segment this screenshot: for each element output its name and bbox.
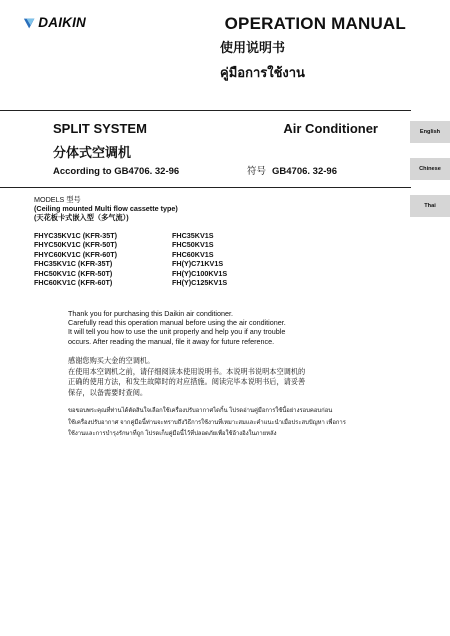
tab-english[interactable]: English — [410, 121, 450, 143]
intro-line: Thank you for purchasing this Daikin air conditioner. — [68, 309, 233, 318]
models-type-chinese: (天花板卡式嵌入型（多气流）) — [34, 213, 129, 222]
intro-line: ใช้งานและการบำรุงรักษาที่ถูก โปรดเก็บคู่มือนี้ไว้ที่ปลอดภัยเพื่อใช้อ้างอิงในภายหลัง — [68, 431, 277, 437]
intro-thai — [68, 406, 398, 441]
intro-line: ขอขอบพระคุณที่ท่านได้ตัดสินใจเลือกใช้เครื่องปรับอากาศไดกิ้น โปรดอ่านคู่มือการใช้นี้อย่างรอบคอบก่อน — [68, 408, 333, 414]
intro-line: 在使用本空调机之前，请仔细阅读本使用说明书。本说明书说明本空调机的 — [68, 366, 306, 376]
intro-line: Carefully read this operation manual before using the air conditioner. — [68, 318, 286, 328]
symbol-label: 符号 — [247, 166, 267, 177]
standard-note-chinese — [247, 166, 337, 178]
tab-chinese[interactable]: Chinese — [410, 158, 450, 180]
intro-line: 感谢您购买大金的空调机。 — [68, 356, 155, 365]
manual-title-chinese: 使用说明书 — [220, 40, 286, 55]
daikin-logo — [23, 16, 86, 30]
model-item: FHC35KV1C (KFR-35T) — [34, 259, 113, 269]
model-item: FHC35KV1S — [172, 231, 214, 240]
tab-thai[interactable]: Thai — [410, 195, 450, 217]
standard-code: GB4706. 32-96 — [272, 166, 337, 177]
intro-english — [68, 309, 398, 346]
model-item: FHYC60KV1C (KFR-60T) — [34, 249, 118, 259]
intro-line: occurs. After reading the manual, file it away for future reference. — [68, 336, 275, 346]
model-item: FHYC50KV1C (KFR-50T) — [34, 240, 118, 250]
model-item: FHC50KV1S — [172, 240, 214, 250]
manual-title-thai: คู่มือการใช้งาน — [220, 65, 305, 80]
system-title: SPLIT SYSTEM — [53, 121, 147, 136]
standard-note: According to GB4706. 32-96 — [53, 166, 180, 177]
model-item: FHC50KV1C (KFR-50T) — [34, 268, 113, 278]
brand-name: DAIKIN — [38, 15, 86, 30]
model-item: FHC60KV1S — [172, 249, 214, 259]
model-item: FHYC35KV1C (KFR-35T) — [34, 231, 118, 240]
intro-line: It will tell you how to use the unit properly and help you if any trouble — [68, 327, 286, 337]
daikin-logo-icon — [23, 17, 35, 30]
model-item: FH(Y)C125KV1S — [172, 278, 228, 288]
system-title-chinese: 分体式空调机 — [53, 145, 132, 160]
intro-line: 保存，以备需要时查阅。 — [68, 387, 148, 397]
model-list-right — [172, 231, 227, 287]
model-item: FH(Y)C100KV1S — [172, 268, 228, 278]
model-list-left — [34, 231, 117, 287]
model-item: FH(Y)C71KV1S — [172, 259, 224, 269]
product-title: Air Conditioner — [283, 121, 378, 136]
manual-title: OPERATION MANUAL — [224, 14, 406, 33]
intro-line: 正确的使用方法，和发生故障时的对应措施。阅读完毕本说明书后，请妥善 — [68, 377, 306, 387]
top-divider — [0, 110, 411, 111]
middle-divider — [0, 187, 411, 188]
model-item: FHC60KV1C (KFR-60T) — [34, 278, 113, 288]
models-label: MODELS 型号 — [34, 195, 81, 204]
models-type: (Ceiling mounted Multi flow cassette type) — [34, 204, 178, 213]
intro-chinese — [68, 356, 398, 398]
intro-line: ใช้เครื่องปรับอากาศ จากคู่มือนี้ท่านจะทราบถึงวิธีการใช้งานที่เหมาะสมและคำแนะนำเมื่อประสบปัญหา เพื่อการ — [68, 419, 346, 426]
